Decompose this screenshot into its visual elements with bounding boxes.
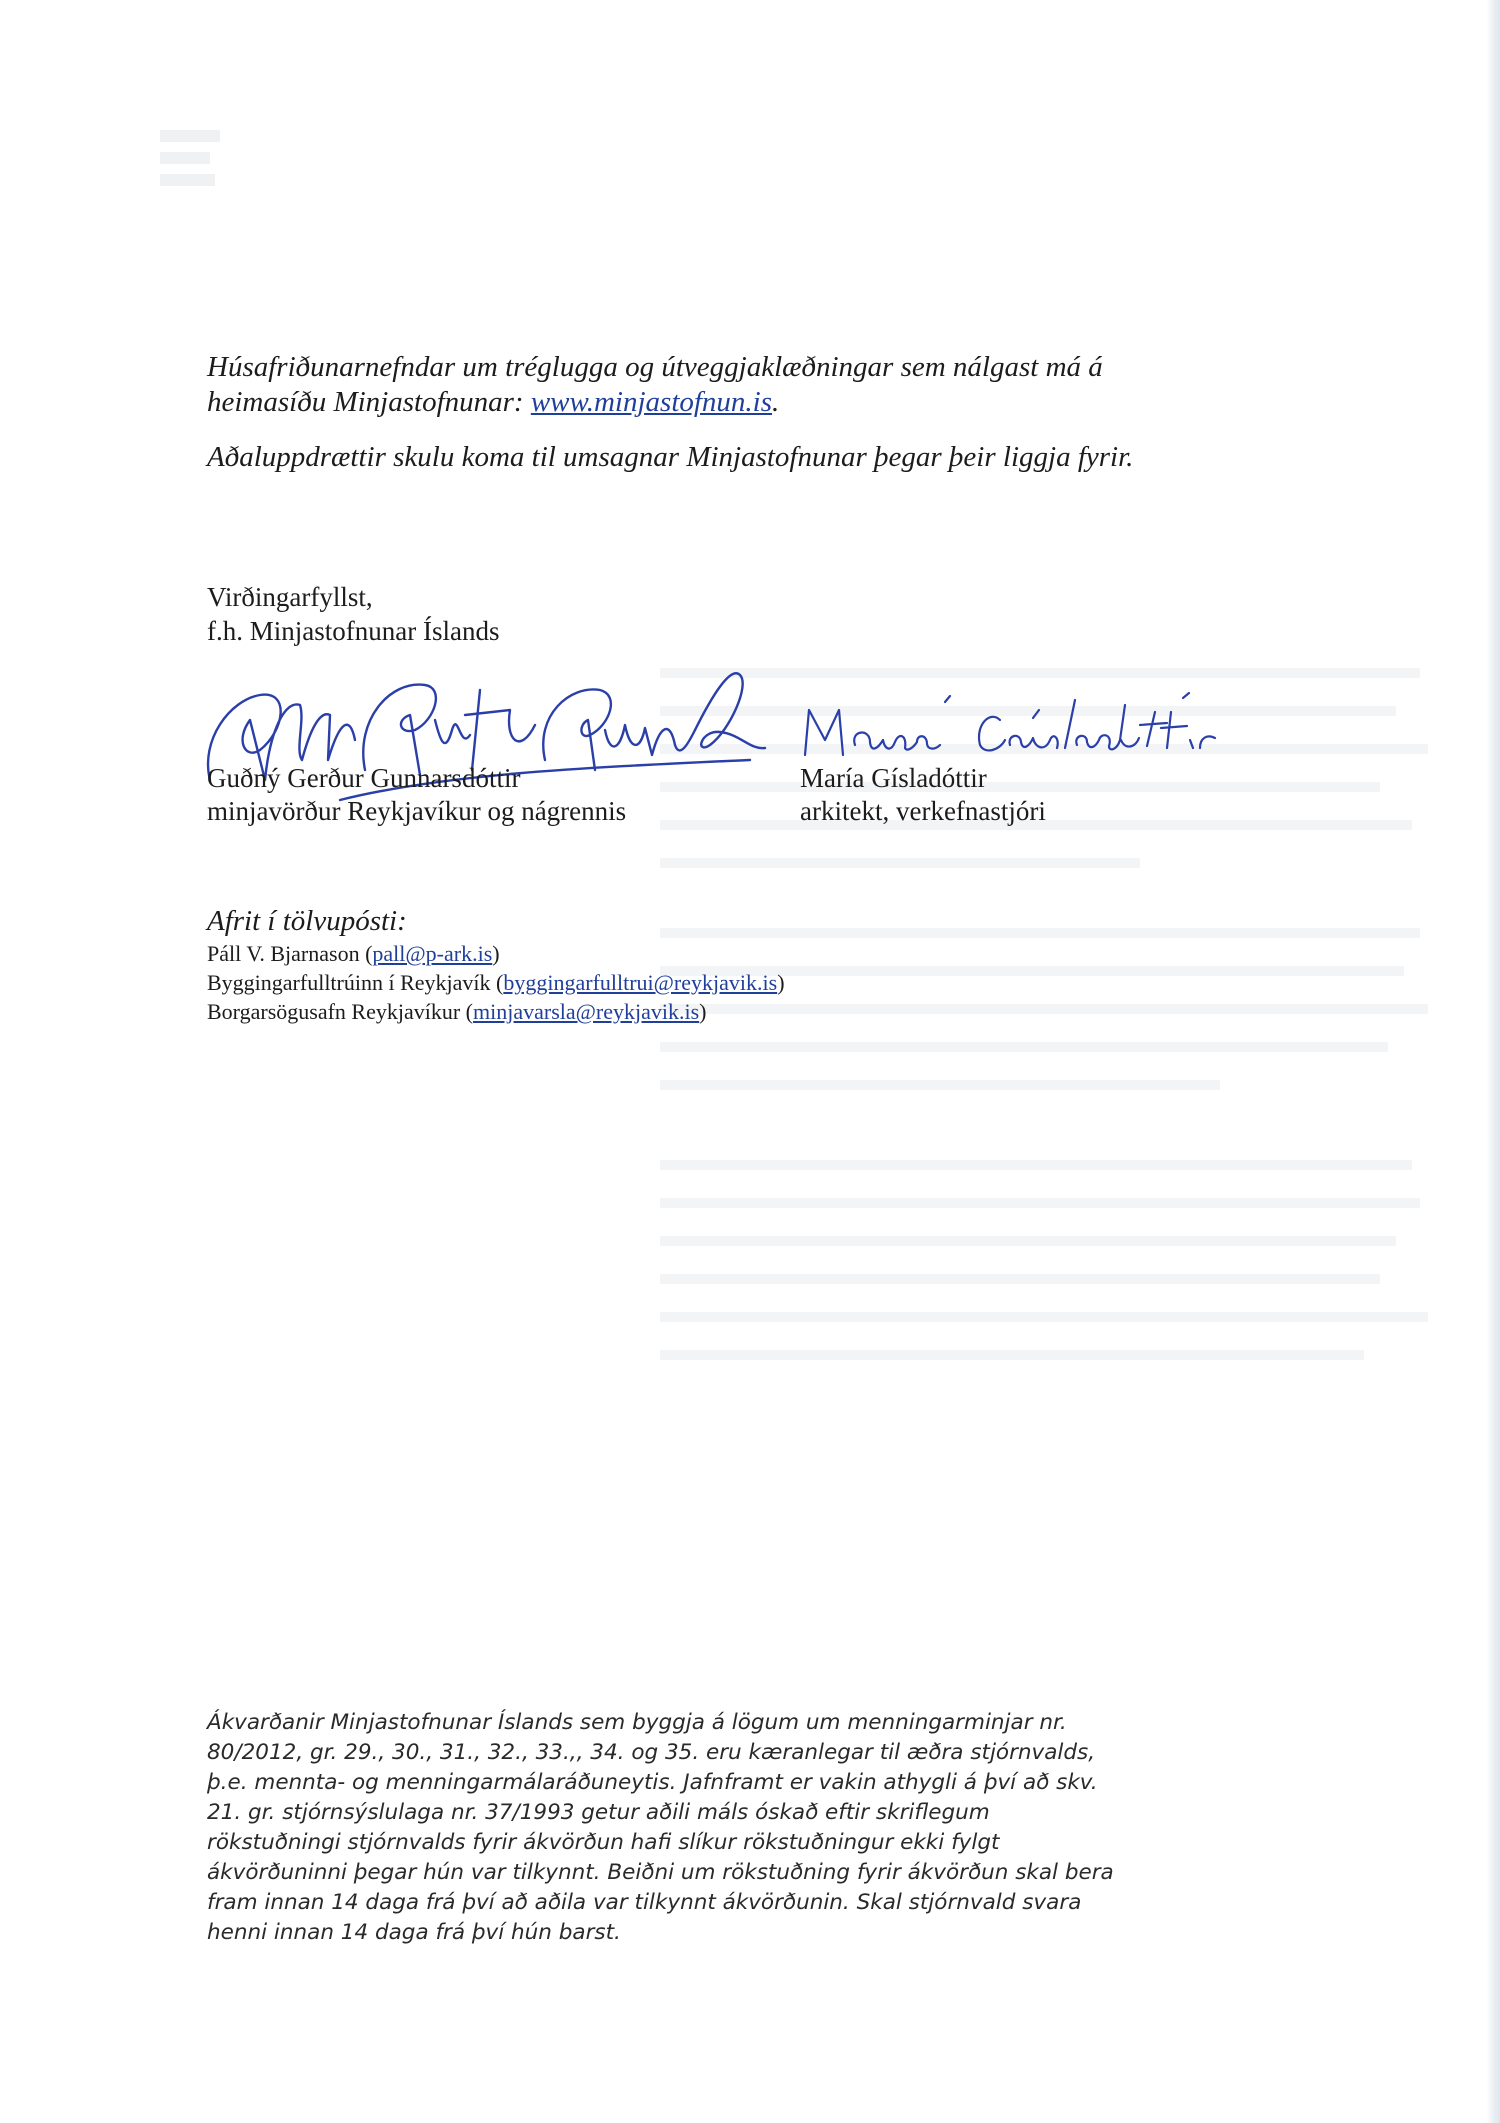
paragraph-guidelines-text: Húsafriðunarnefndar um tréglugga og útveggjaklæðningar sem nálgast má á heimasíðu Minjastofnunar: xyxy=(207,351,1103,418)
copy-recipient: Páll V. Bjarnason (pall@p-ark.is) xyxy=(207,941,500,966)
copies-heading: Afrit í tölvupósti: xyxy=(207,905,407,937)
paragraph-guidelines xyxy=(207,350,1137,420)
page-edge-shadow xyxy=(1486,0,1500,2123)
signatory-2-title: arkitekt, verkefnastjóri xyxy=(800,796,1046,826)
appeal-rights-note: Ákvarðanir Minjastofnunar Íslands sem byggja á lögum um menningarminjar nr. 80/2012, gr. 29., 30., 31., 32., 33.,, 34. og 35. eru kæranlegar til æðra stjórnvalds, þ.e. mennta- og menningarmálaráðuneytis. Jafnframt er vakin athygli á því að skv. 21. gr. stjórnsýslulaga nr. 37/1993 getur aðili máls óskað eftir skriflegum rökstuðningi stjórnvalds fyrir ákvörðun hafi slíkur rökstuðningur ekki fylgt ákvörðuninni þegar hún var tilkynnt. Beiðni um rökstuðning fyrir ákvörðun skal bera fram innan 14 daga frá því að aðila var tilkynnt ákvörðunin. Skal stjórnvald svara henni innan 14 daga frá því hún barst. xyxy=(207,1710,1114,1945)
paragraph-drawings: Aðaluppdrættir skulu koma til umsagnar Minjastofnunar þegar þeir liggja fyrir. xyxy=(207,441,1134,473)
recipient-email-link[interactable]: byggingarfulltrui@reykjavik.is xyxy=(503,970,778,995)
letter-body xyxy=(207,350,1137,495)
signatory-2-name: María Gísladóttir xyxy=(800,763,987,793)
copy-recipient: Byggingarfulltrúinn í Reykjavík (byggingarfulltrui@reykjavik.is) xyxy=(207,970,785,995)
signature-maria-image xyxy=(795,690,1235,770)
signatory-1-name: Guðný Gerður Gunnarsdóttir xyxy=(207,763,521,793)
copy-recipient: Borgarsögusafn Reykjavíkur (minjavarsla@reykjavik.is) xyxy=(207,999,707,1024)
recipient-email-link[interactable]: pall@p-ark.is xyxy=(372,941,493,966)
show-through-left xyxy=(160,120,240,320)
minjastofnun-website-link[interactable]: www.minjastofnun.is xyxy=(530,386,773,418)
signatory-1-title: minjavörður Reykjavíkur og nágrennis xyxy=(207,796,627,826)
on-behalf-line: f.h. Minjastofnunar Íslands xyxy=(207,616,500,646)
recipient-email-link[interactable]: minjavarsla@reykjavik.is xyxy=(473,999,700,1024)
recipient-name: Borgarsögusafn Reykjavíkur xyxy=(207,999,461,1024)
recipient-name: Byggingarfulltrúinn í Reykjavík xyxy=(207,970,491,995)
email-copies-block xyxy=(207,903,785,1026)
paragraph-guidelines-end: . xyxy=(772,386,780,418)
show-through-right xyxy=(660,640,1460,1740)
recipient-name: Páll V. Bjarnason xyxy=(207,941,360,966)
signatory-2 xyxy=(800,762,1046,828)
closing-block xyxy=(207,580,499,648)
salutation: Virðingarfyllst, xyxy=(207,582,373,612)
signatory-1 xyxy=(207,762,626,828)
